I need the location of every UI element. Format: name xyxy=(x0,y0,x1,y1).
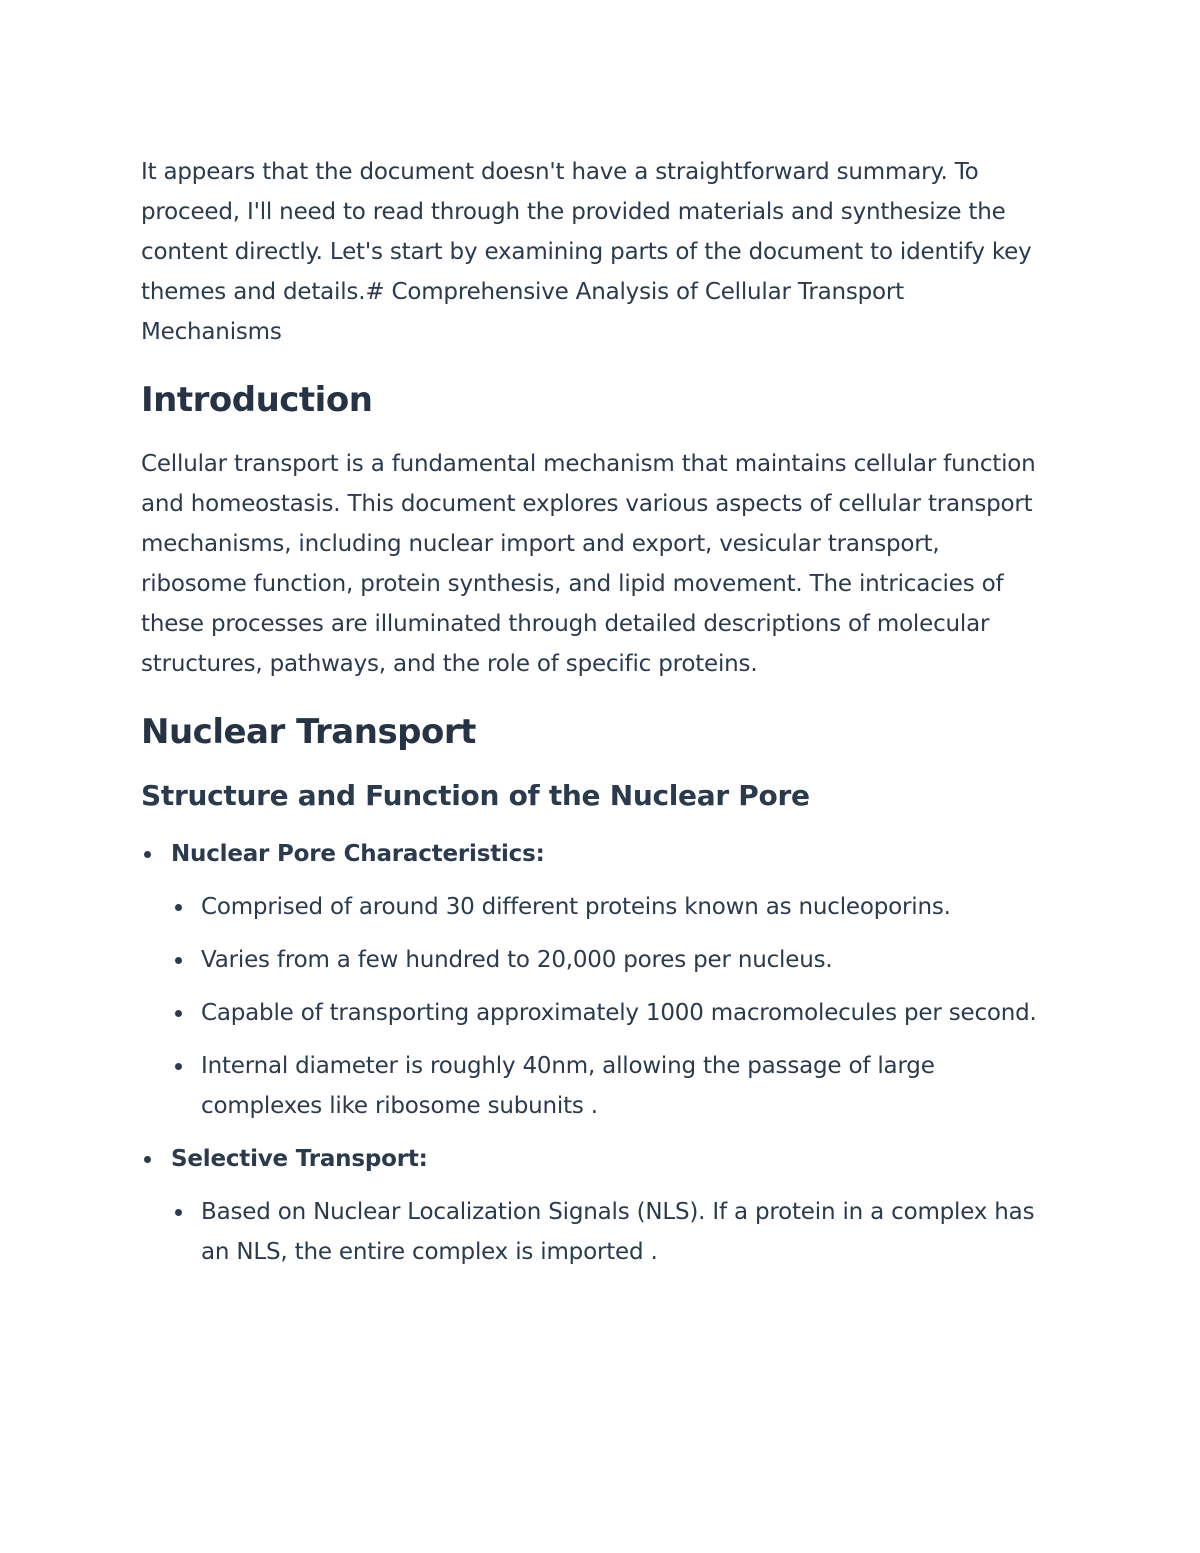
sub-list xyxy=(171,887,1046,1126)
list-item xyxy=(171,1192,1046,1272)
list-item xyxy=(141,1139,1046,1272)
list-item xyxy=(171,940,1046,980)
bullet-icon xyxy=(175,957,182,964)
sub-list xyxy=(171,1192,1046,1272)
bullet-icon xyxy=(144,851,151,858)
list-item xyxy=(171,887,1046,927)
introduction-body: Cellular transport is a fundamental mechanism that maintains cellular function and homeostasis. This document explores various aspects of cellular transport mechanisms, including nuclear import and export, vesicular transport, ribosome function, protein synthesis, and lipid movement. The intricacies of these processes are illuminated through detailed descriptions of molecular structures, pathways, and the role of specific proteins. xyxy=(141,451,1036,677)
group-label: Nuclear Pore Characteristics: xyxy=(171,841,545,867)
list-item-text: Based on Nuclear Localization Signals (NLS). If a protein in a complex has an NLS, the entire complex is imported . xyxy=(201,1199,1035,1265)
introduction-heading: Introduction xyxy=(141,380,373,420)
bullet-icon xyxy=(175,904,182,911)
group-label: Selective Transport: xyxy=(171,1146,428,1172)
list-item xyxy=(171,1046,1046,1126)
bullet-icon xyxy=(144,1156,151,1163)
intro-paragraph: It appears that the document doesn't have a straightforward summary. To proceed, I'll need to read through the provided materials and synthesize the content directly. Let's start by examining parts of the document to identify key themes and details.# Comprehensive Analysis of Cellular Transport Mechanisms xyxy=(141,159,1032,345)
list-item xyxy=(141,834,1046,1126)
list-item-text: Comprised of around 30 different proteins known as nucleoporins. xyxy=(201,894,951,920)
list-item-text: Capable of transporting approximately 1000 macromolecules per second. xyxy=(201,1000,1037,1026)
list-item-text: Internal diameter is roughly 40nm, allowing the passage of large complexes like ribosome subunits . xyxy=(201,1053,935,1119)
list-item-text: Varies from a few hundred to 20,000 pores per nucleus. xyxy=(201,947,833,973)
bullet-icon xyxy=(175,1063,182,1070)
bullet-icon xyxy=(175,1010,182,1017)
bullet-icon xyxy=(175,1209,182,1216)
nuclear-pore-list xyxy=(141,834,1046,1272)
nuclear-transport-heading: Nuclear Transport xyxy=(141,712,476,752)
nuclear-pore-subheading: Structure and Function of the Nuclear Pore xyxy=(141,779,810,812)
list-item xyxy=(171,993,1046,1033)
document-page xyxy=(141,152,1046,1285)
